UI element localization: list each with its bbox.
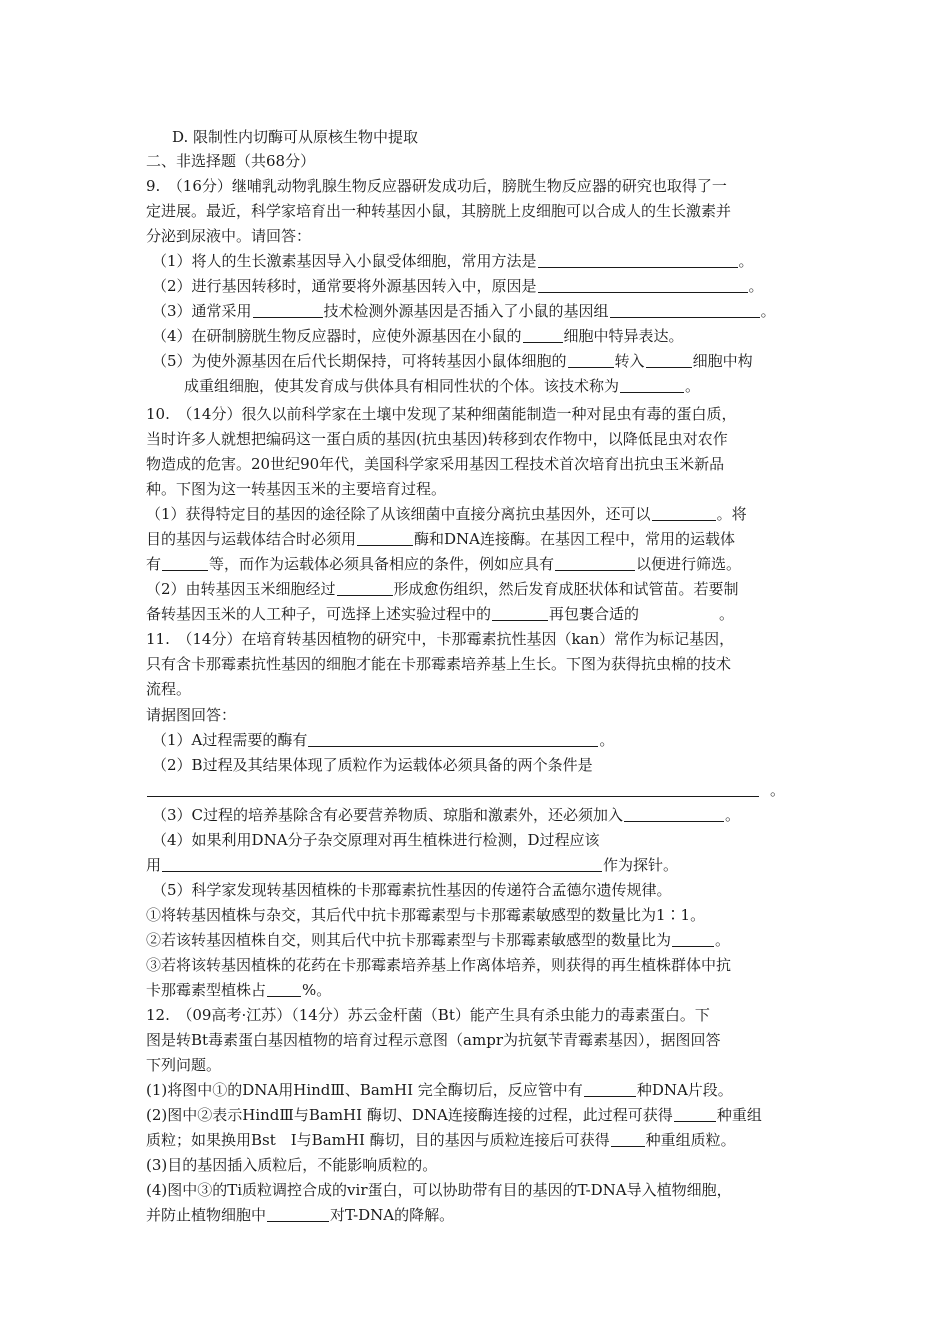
answer-blank[interactable] [568, 352, 614, 368]
q10-stem-line-1: 10. （14分）很久以前科学家在土壤中发现了某种细菌能制造一种对昆虫有毒的蛋白质， [146, 405, 737, 423]
q11-sub-5-item-1: ①将转基因植株与杂交，其后代中抗卡那霉素型与卡那霉素敏感型的数量比为1∶1。 [146, 906, 706, 924]
answer-blank[interactable] [267, 1206, 329, 1222]
q10-sub-1-cont-2: 有 等，而作为运载体必须具备相应的条件，例如应具有 以便进行筛选。 [146, 555, 742, 573]
q11-sub-2: （2）B过程及其结果体现了质粒作为运载体必须具备的两个条件是 [152, 756, 593, 774]
q11-sub-5-item-3-cont: 卡那霉素型植株占 %。 [146, 981, 332, 999]
q12-stem-line-2: 图是转Bt毒素蛋白基因植物的培育过程示意图（ampr为抗氨苄青霉素基因），据图回答 [146, 1031, 721, 1049]
answer-blank[interactable] [672, 931, 714, 947]
q9-stem-line-1: 9. （16分）继哺乳动物乳腺生物反应器研发成功后，膀胱生物反应器的研究也取得了一 [146, 177, 727, 195]
option-d: D. 限制性内切酶可从原核生物中提取 [172, 128, 419, 146]
answer-blank[interactable] [620, 377, 684, 393]
q10-stem-line-4: 种。下图为这一转基因玉米的主要培育过程。 [146, 480, 447, 498]
q12-sub-4-cont: 并防止植物细胞中 对T-DNA的降解。 [146, 1206, 455, 1224]
q9-sub-5: （5）为使外源基因在后代长期保持，可将转基因小鼠体细胞的 转入 细胞中构 [152, 352, 753, 370]
answer-blank[interactable] [674, 1106, 716, 1122]
q9-sub-1: （1）将人的生长激素基因导入小鼠受体细胞，常用方法是 。 [152, 252, 754, 270]
q12-stem-line-3: 下列问题。 [146, 1056, 222, 1074]
answer-blank[interactable] [611, 1131, 645, 1147]
q12-sub-3: (3)目的基因插入质粒后，不能影响质粒的。 [146, 1156, 438, 1174]
answer-blank[interactable] [523, 327, 563, 343]
answer-blank[interactable] [162, 856, 602, 872]
q12-sub-2: (2)图中②表示HindⅢ与BamHⅠ 酶切、DNA连接酶连接的过程，此过程可获得 种重组 [146, 1106, 762, 1124]
q11-sub-1: （1）A过程需要的酶有 。 [152, 731, 615, 749]
answer-blank[interactable] [162, 555, 208, 571]
answer-blank[interactable] [308, 731, 598, 747]
answer-blank[interactable] [646, 352, 692, 368]
q9-sub-3: （3）通常采用 技术检测外源基因是否插入了小鼠的基因组 。 [152, 302, 776, 320]
q11-sub-3: （3）C过程的培养基除含有必要营养物质、琼脂和激素外，还必须加入 。 [152, 806, 741, 824]
q11-sub-5: （5）科学家发现转基因植株的卡那霉素抗性基因的传递符合孟德尔遗传规律。 [152, 881, 672, 899]
answer-blank[interactable] [538, 252, 738, 268]
answer-blank[interactable] [337, 580, 393, 596]
section-heading: 二、非选择题（共68分） [146, 152, 316, 170]
q9-sub-4: （4）在研制膀胱生物反应器时，应使外源基因在小鼠的 细胞中特异表达。 [152, 327, 684, 345]
q9-stem-line-3: 分泌到尿液中。请回答： [146, 227, 312, 245]
q9-sub-2: （2）进行基因转移时，通常要将外源基因转入中，原因是 。 [152, 277, 764, 295]
q11-prompt: 请据图回答： [146, 706, 237, 724]
q10-sub-2-cont: 备转基因玉米的人工种子，可选择上述实验过程中的 再包裹合适的 。 [146, 605, 735, 623]
answer-blank[interactable] [624, 806, 724, 822]
q11-stem-line-2: 只有含卡那霉素抗性基因的细胞才能在卡那霉素培养基上生长。下图为获得抗虫棉的技术 [146, 655, 732, 673]
q10-sub-1-cont-1: 目的基因与运载体结合时必须用 酶和DNA连接酶。在基因工程中，常用的运载体 [146, 530, 736, 548]
q11-stem-line-1: 11. （14分）在培育转基因植物的研究中，卡那霉素抗性基因（kan）常作为标记基因， [146, 630, 735, 648]
q12-stem-line-1: 12. （09高考·江苏）（14分）苏云金杆菌（Bt）能产生具有杀虫能力的毒素蛋白。下 [146, 1006, 710, 1024]
answer-blank[interactable] [584, 1081, 636, 1097]
q11-sub-5-item-3: ③若将该转基因植株的花药在卡那霉素培养基上作离体培养，则获得的再生植株群体中抗 [146, 956, 732, 974]
q12-sub-4: (4)图中③的Ti质粒调控合成的vir蛋白，可以协助带有目的基因的T-DNA导入植物细胞， [146, 1181, 732, 1199]
q10-stem-line-2: 当时许多人就想把编码这一蛋白质的基因(抗虫基因)转移到农作物中，以降低昆虫对农作 [146, 430, 728, 448]
q12-sub-2-cont: 质粒；如果换用Bst Ⅰ与BamHⅠ 酶切，目的基因与质粒连接后可获得 种重组质粒。 [146, 1131, 736, 1149]
q11-sub-2-answer: 。 [146, 778, 826, 802]
answer-blank[interactable] [610, 302, 760, 318]
q9-stem-line-2: 定进展。最近，科学家培育出一种转基因小鼠，其膀胱上皮细胞可以合成人的生长激素并 [146, 202, 732, 220]
q10-sub-2: （2）由转基因玉米细胞经过 形成愈伤组织，然后发育成胚状体和试管苗。若要制 [146, 580, 739, 598]
answer-blank[interactable] [357, 530, 413, 546]
answer-blank[interactable] [492, 605, 548, 621]
q10-sub-1: （1）获得特定目的基因的途径除了从该细菌中直接分离抗虫基因外，还可以 。将 [146, 505, 747, 523]
q12-sub-1: (1)将图中①的DNA用HindⅢ、BamHⅠ 完全酶切后，反应管中有 种DNA片段。 [146, 1081, 733, 1099]
q11-sub-4: （4）如果利用DNA分子杂交原理对再生植株进行检测，D过程应该 [152, 831, 600, 849]
answer-blank[interactable] [538, 277, 748, 293]
q11-stem-line-3: 流程。 [146, 680, 192, 698]
answer-blank[interactable] [555, 555, 635, 571]
answer-blank[interactable] [652, 505, 716, 521]
q11-sub-4-cont: 用 作为探针。 [146, 856, 679, 874]
q9-sub-5-cont: 成重组细胞，使其发育成与供体具有相同性状的个体。该技术称为 。 [184, 377, 701, 395]
answer-blank[interactable] [147, 781, 759, 797]
q10-stem-line-3: 物造成的危害。20世纪90年代，美国科学家采用基因工程技术首次培育出抗虫玉米新品 [146, 455, 725, 473]
answer-blank[interactable] [253, 302, 323, 318]
answer-blank[interactable] [267, 981, 301, 997]
q11-sub-5-item-2: ②若该转基因植株自交，则其后代中抗卡那霉素型与卡那霉素敏感型的数量比为 。 [146, 931, 731, 949]
